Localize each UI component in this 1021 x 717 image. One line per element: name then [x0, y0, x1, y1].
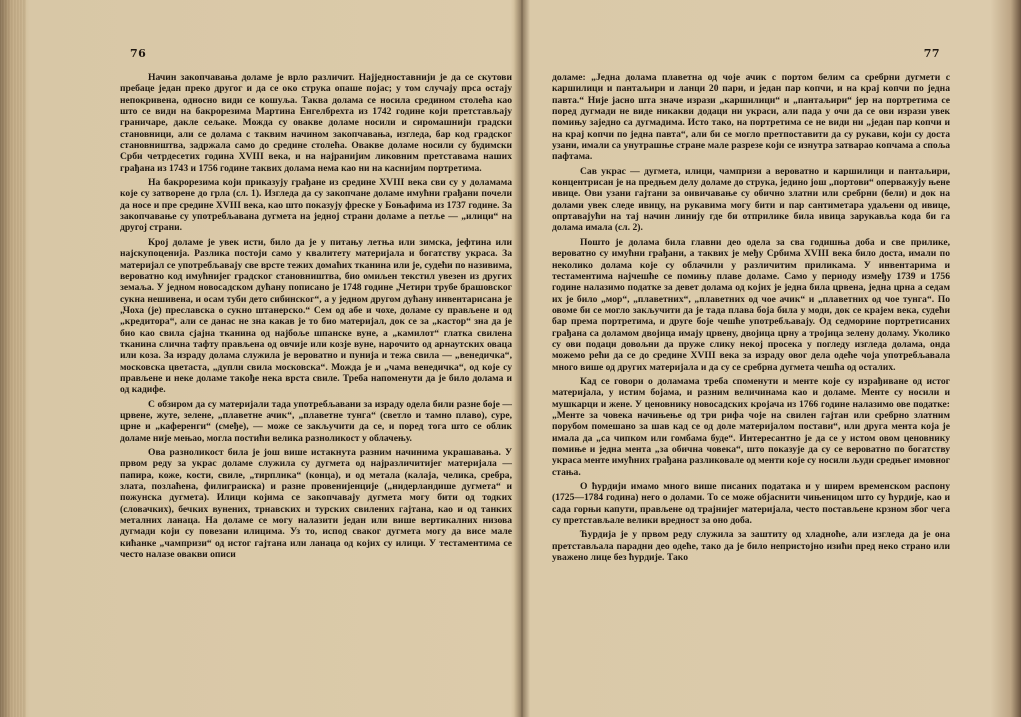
paragraph: Сав украс — дугмета, илици, чампризи а вероватно и каршилици и пантаљири, концентрисан је на предњем делу доламе до струка, једино још „портови“ оперважују њене ивице. Ови узани гајтани за оивичавање су обично златни или сребрни (бели) и док на долами увек следе ивицу, на рукавима могу бити и пар сантиметара удаљени од ивице, опртавајући на тај начин линију где би отприлике била ивица зарукавља кода би га долама имала (сл. 2).	[552, 165, 950, 234]
paragraph: Начин закопчавања доламе је врло различит. Најједноставнији је да се скутови пребаце један преко другог и да се око струка опаше појас; у том случају прса остају непокривена, односно види се кошуља. Таква долама се носила средином столећа као што се види на бакрорезима Мартина Енгелбрехта из 1742 године који претстављају граничаре, дакле сељаке. Можда су овакве доламе носили и сиромашнији градски становници, али се долама с таквим начином закопчавања, изгледа, бар код градског становништва, задржала само до средине столећа. Овакве доламе носили су будимски Срби четрдесетих година XVIII века, и на најранијим ликовним претставама наших грађана из 1743 и 1756 године таквих долама нема као ни на каснијим портретима.	[120, 72, 512, 174]
page-number: 77	[923, 47, 940, 60]
paragraph: На бакрорезима који приказују грађане из средине XVIII века сви су у доламама које су затворене до грла (сл. 1). Изгледа да су закопчане доламе имућни грађани почели да носе и пре средине XVIII века, као што показују фреске у Боњафима из 1737 године. За закопчавање су употребљавана дугмета на једној страни доламе а петље — „илици“ на другој страни.	[120, 177, 512, 234]
paragraph: Ћурдија је у првом реду служила за заштиту од хладноће, али изгледа да је она претстављала парадни део одеће, тако да је било непристојно изићи пред неко страно или уважено лице без ћурдије. Тако	[552, 529, 950, 564]
page-edges	[0, 0, 26, 717]
left-page	[120, 0, 512, 717]
right-page	[552, 0, 950, 717]
paragraph: Пошто је долама била главни део одела за сва годишња доба и све прилике, вероватно су имућни грађани, а таквих је међу Србима XVIII века било доста, имали по неколико долама које су облачили у различитим приликама. У инвентарима и тестаментима најчешће се помињу плаве доламе. Само у периоду између 1739 и 1756 године налазимо податке за девет долама од којих је једна била црвена, једна црна а седам их је било „мор“, „плаветних“, „плаветних од чое ачик“ и „плаветних од чое тунга“. По овоме би се могло закључити да је тада плава боја била у моди, док се крајем века, судећи бар према портретима, и друге боје чешће употребљавају. Од седмориие портретисаних грађана са доламом двојица имају црвену, двојица црну а тројица зелену доламу. Уколико су ови подаци довољни да пруже слику некој просека у погледу изгледа долама, онда можемо рећи да се до средине XVIII века за израду овог дела одеће чоја употребљавала много више од других материјала и да су се сребрна дугмета чешћа од осталих.	[552, 236, 950, 373]
paragraph: Кад се говори о доламама треба споменути и менте које су израђиване од истог материјала, у истим бојама, и разним величинама као и доламе. Менте су носили и мушкарци и жене. У ценовнику новосадских кројача из 1766 године налазимо ове податке: „Менте за човека начињење од три рифа чоје на свилен гајтан или сребрно златним порубом помешано за шав кад се од доле материјалом постави“, или друга мента која је имала да „са чипком или гомбама буде“. Интересантно је да се у истом овом ценовнику помиње и једна мента „за обична човека“, што показује да су се вероватно по богатству украса менте имућних грађана разликовале од менти које су носили људи средњег имовног стања.	[552, 375, 950, 478]
page-body	[552, 72, 950, 566]
page-body	[120, 72, 512, 563]
paragraph: Крој доламе је увек исти, било да је у питању летња или зимска, јефтина или најскупоценија. Разлика постоји само у квалитету материјала и богатству украса. За материјал се употребљавају све врсте тежих домаћих тканина или је, судећи по називима, вероватно код имућнијег градског становништва, био омиљен текстил увезен из других земаља. У једном новосадском дућану пописано је 1748 године „Четири трубе брашовског сукна нешивена, и осам туби дето сибинског“, а у једном другом дућану инвентарисана је „Чоха (је) преславска о сукно штанерско.“ Сем од абе и чохе, доламе су прављене и од „кредитора“, али се данас не зна какав је то био материјал, док се за „кастор“ зна да је био као свила сјајна тканина од најбоље шпанске вуне, а „камилот“ глатка свилена тканина слична тафту прављена од овчије или козје вуне, нарочито од арнаутских оваца или коза. За израду долама служила је вероватно и пунија и тежа свила — „венедичка“, московска цветаста, „дупли свила московска“. Можда је и „чама венедичка“, од које су прављене и неке доламе такође нека врста свиле. Треба напоменути да је било долама и од кадифе.	[120, 236, 512, 396]
paragraph: С обзиром да су материјали тада употребљавани за израду одела били разне боје — црвене, жуте, зелене, „плаветне ачик“, „плаветне тунга“ (светло и тамно плаво), суре, црне и „каференги“ (смеђе), — може се закључити да се, и поред тога што се облик доламе није мењао, могла постићи велика разноликост у облачењу.	[120, 398, 512, 444]
paragraph: Ова разноликост била је још више истакнута разним начинима украшавања. У првом реду за украс доламе служила су дугмета од најразличитијег материјала — папира, коже, кости, свиле, „тирплика“ (конца), и од метала (калаја, челика, сребра, злата, позлаћена, филиграиска) и разне провенијенције („нидерландише дугмета“ и пожунска дугмета). Илици којима се закопчавају дугмета могу бити од тодких (словачких), бечких вунених, трнавских и турских свилених гајтана, као и од танких металних ланаца. На доламе се могу налазити један или више вертикалних низова дугмади који су повезани илицима. Уз то, испод сваког дугмета могу да висе мале кићанке „чампризи“ од истог гајтана или ланаца од којих су илици. У тестаментима се често налазе овакви описи	[120, 447, 512, 561]
paragraph: О ћурдији имамо много више писаних података и у ширем временском распону (1725—1784 година) него о долами. То се може објаснити чињеницом што су ћурдије, као и сада горњи капути, прављене од трајнијег материјала, често постављене крзном због чега су претстављале велики вредност за оно доба.	[552, 481, 950, 527]
page-number: 76	[130, 47, 147, 60]
book-spine	[514, 0, 530, 717]
paragraph: доламе: „Једна долама плаветна од чоје ачик с портом белим са сребрни дугмети с каршилици и пантаљири и ланци 20 пари, и један пар копчи, и на крај копчи по једна павта.“ Није јасно шта значе изрази „каршилици“ и „пантаљири“ јер на портретима се поред дугмади не виде никакви додаци ни украси, али пада у очи да се ови изрази увек помињу заједно са дугмадима. Исто тако, на портретима се не види ни „један пар копчи и на крај копчи по једна павта“, али би се могло претпоставити да су рукави, који су доста узани, имали са унутрашње стране мале разрезе који се изнутра затварао копчама а споља пафтама.	[552, 72, 950, 163]
